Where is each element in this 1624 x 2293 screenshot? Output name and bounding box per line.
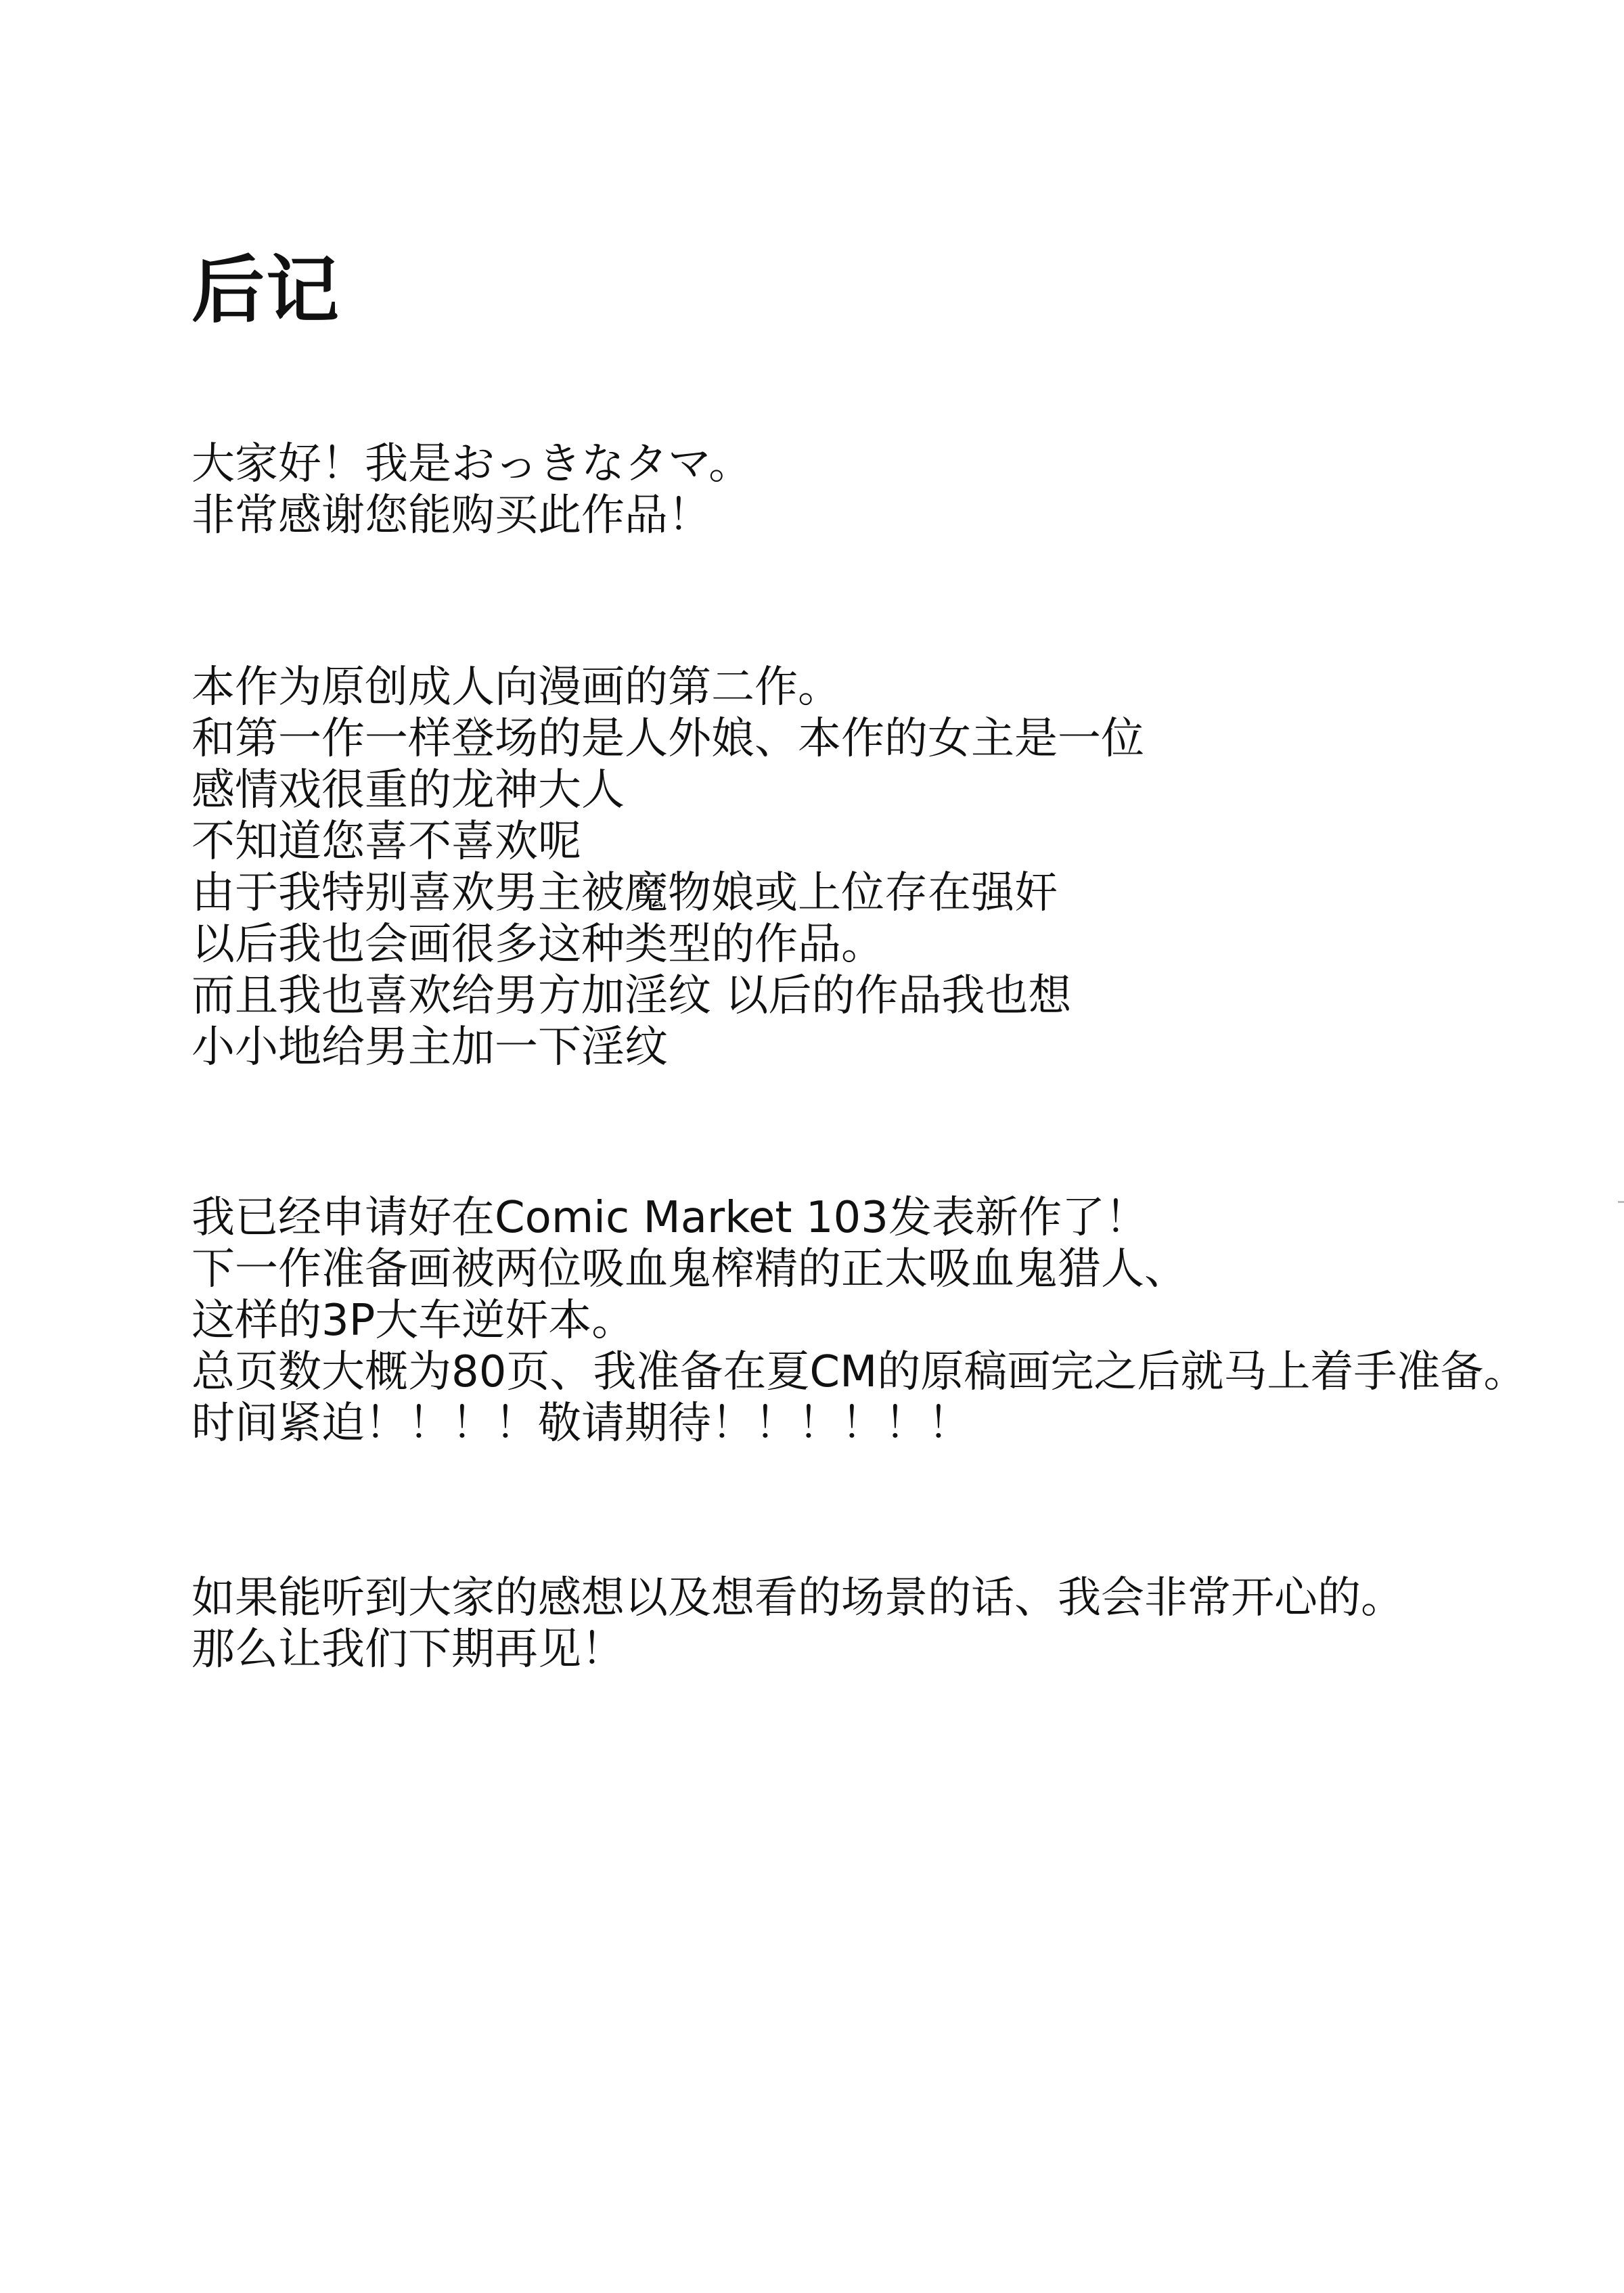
text-line: 和第一作一样登场的是人外娘、本作的女主是一位	[191, 714, 1144, 764]
text-line: 如果能听到大家的感想以及想看的场景的话、我会非常开心的。	[191, 1573, 1404, 1623]
paragraph-greeting	[191, 438, 752, 541]
text-line: 由于我特别喜欢男主被魔物娘或上位存在强奸	[191, 868, 1058, 918]
text-line: 大家好！我是おっきなタマ。	[191, 439, 752, 489]
paragraph-next-work	[191, 1192, 1527, 1449]
text-line: 下一作准备画被两位吸血鬼榨精的正太吸血鬼猎人、	[191, 1244, 1188, 1294]
text-line: 感情戏很重的龙神大人	[191, 765, 625, 815]
text-line: 本作为原创成人向漫画的第二作。	[191, 662, 841, 712]
paragraph-about-work	[191, 662, 1144, 1073]
text-line: 时间紧迫！！！！敬请期待！！！！！！	[191, 1399, 971, 1449]
page-edge-mark	[1618, 1201, 1624, 1203]
page-title: 后记	[191, 248, 341, 333]
paragraph-closing	[191, 1572, 1404, 1675]
text-line: 非常感谢您能购买此作品！	[191, 491, 711, 541]
text-line: 而且我也喜欢给男方加淫纹 以后的作品我也想	[191, 971, 1072, 1021]
text-line: 总页数大概为80页、我准备在夏CM的原稿画完之后就马上着手准备。	[191, 1347, 1527, 1397]
text-line: 小小地给男主加一下淫纹	[191, 1022, 668, 1072]
text-line: 这样的3P大车逆奸本。	[191, 1296, 635, 1346]
text-line: 我已经申请好在Comic Market 103发表新作了！	[191, 1193, 1148, 1243]
text-line: 以后我也会画很多这种类型的作品。	[191, 920, 884, 970]
text-line: 不知道您喜不喜欢呢	[191, 817, 581, 867]
text-line: 那么让我们下期再见！	[191, 1625, 625, 1675]
